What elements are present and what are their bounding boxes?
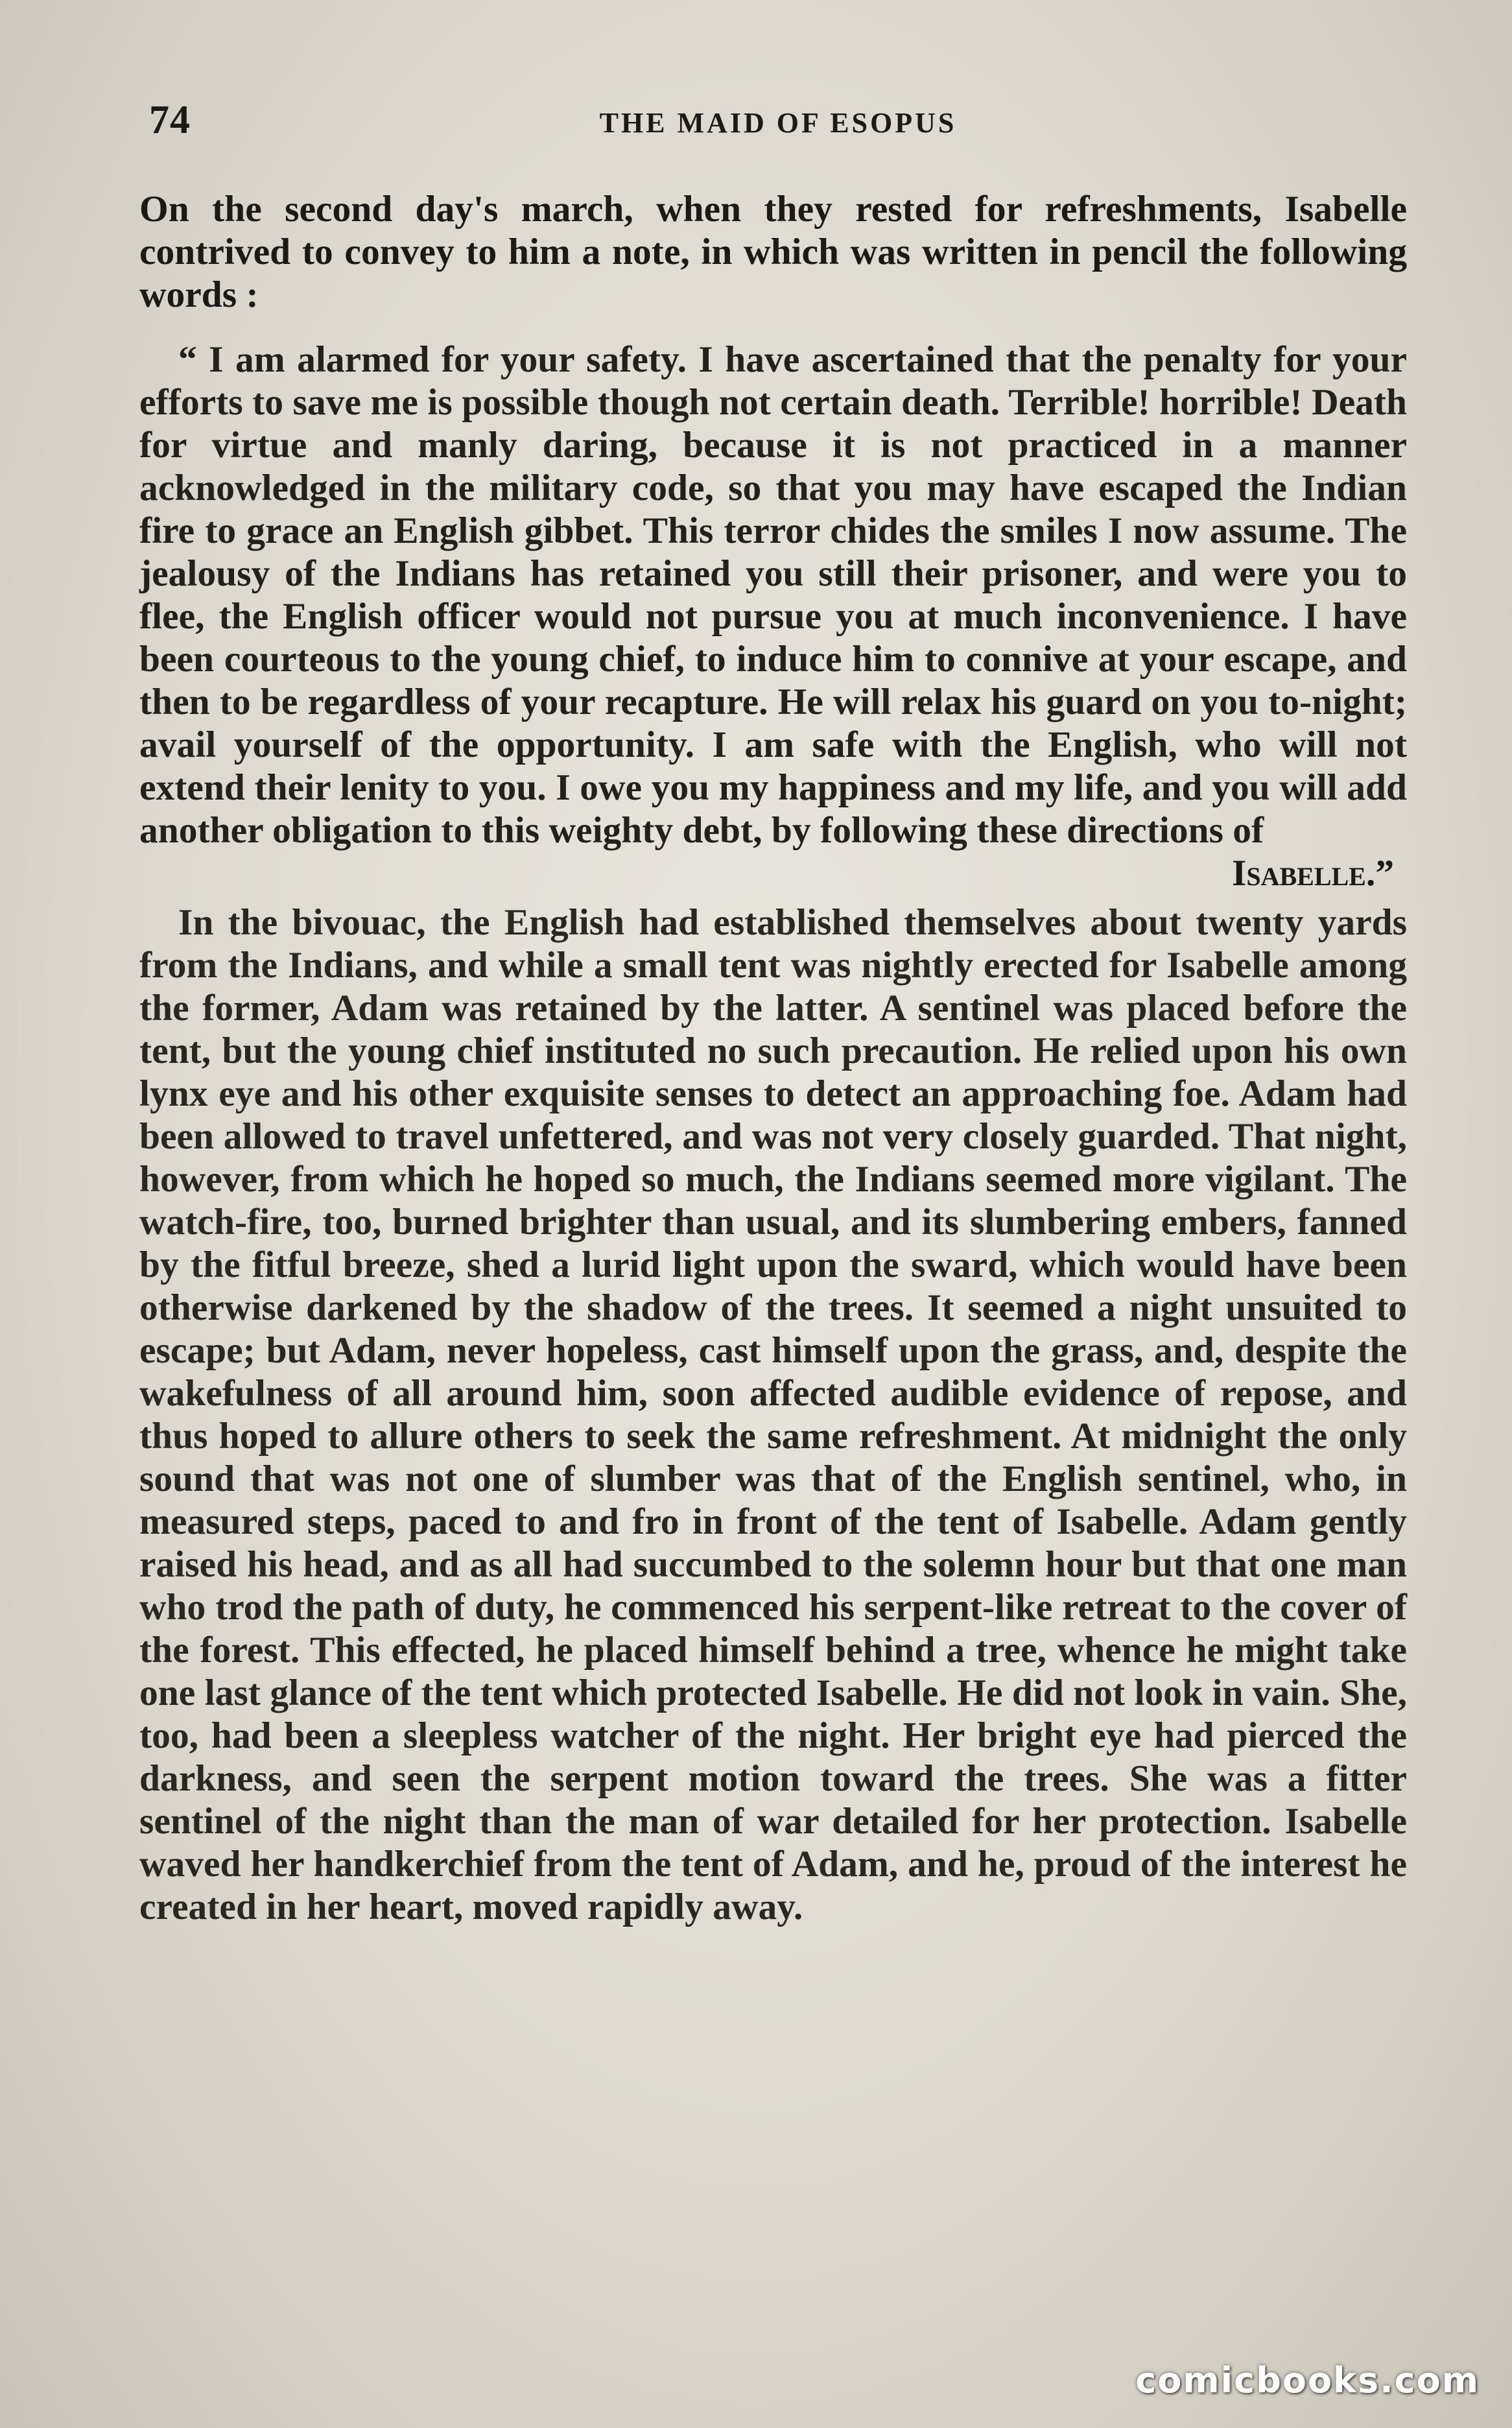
running-title: THE MAID OF ESOPUS [599, 107, 957, 139]
body-text [139, 188, 1407, 1929]
letter-signature: Isabelle.” [1231, 853, 1394, 894]
page-header [149, 97, 1407, 149]
page-number: 74 [149, 98, 191, 142]
narrative-paragraph: In the bivouac, the English had established themselves about twenty yards from the Indians, and while a small tent was nightly erected for Isabelle among the former, Adam was retained by the latter. A sentinel was placed before the tent, but the young chief instituted no such precaution. He relied upon his own lynx eye and his other exquisite senses to detect an approaching foe. Adam had been allowed to travel unfettered, and was not very closely guarded. That night, however, from which he hoped so much, the Indians seemed more vigilant. The watch-fire, too, burned brighter than usual, and its slumbering embers, fanned by the fitful breeze, shed a lurid light upon the sward, which would have been otherwise darkened by the shadow of the trees. It seemed a night unsuited to escape; but Adam, never hopeless, cast himself upon the grass, and, despite the wakefulness of all around him, soon affected audible evidence of repose, and thus hoped to allure others to seek the same refreshment. At midnight the only sound that was not one of slumber was that of the English sentinel, who, in measured steps, paced to and fro in front of the tent of Isabelle. Adam gently raised his head, and as all had succumbed to the solemn hour but that one man who trod the path of duty, he commenced his serpent-like retreat to the cover of the forest. This effected, he placed himself behind a tree, whence he might take one last glance of the tent which protected Isabelle. He did not look in vain. She, too, had been a sleepless watcher of the night. Her bright eye had pierced the darkness, and seen the serpent motion toward the trees. She was a fitter sentinel of the night than the man of war detailed for her protection. Isabelle waved her handkerchief from the tent of Adam, and he, proud of the interest he created in her heart, moved rapidly away. [139, 902, 1407, 1927]
letter-paragraph: “ I am alarmed for your safety. I have ascertained that the penalty for your efforts to save me is possible though not certain death. Terrible! horrible! Death for virtue and manly daring, because it is not practiced in a manner acknowledged in the military code, so that you may have escaped the Indian fire to grace an English gibbet. This terror chides the smiles I now assume. The jealousy of the Indians has retained you still their prisoner, and were you to flee, the English officer would not pursue you at much inconvenience. I have been courteous to the young chief, to induce him to connive at your escape, and then to be regardless of your recapture. He will relax his guard on you to-night; avail yourself of the opportunity. I am safe with the English, who will not extend their lenity to you. I owe you my happiness and my life, and you will add another obligation to this weighty debt, by following these directions of [139, 339, 1407, 851]
opening-paragraph: On the second day's march, when they rested for refreshments, Isabelle contrived to convey to him a note, in which was written in pencil the following words : [139, 189, 1407, 315]
site-watermark: comicbooks.com [1135, 2360, 1480, 2401]
